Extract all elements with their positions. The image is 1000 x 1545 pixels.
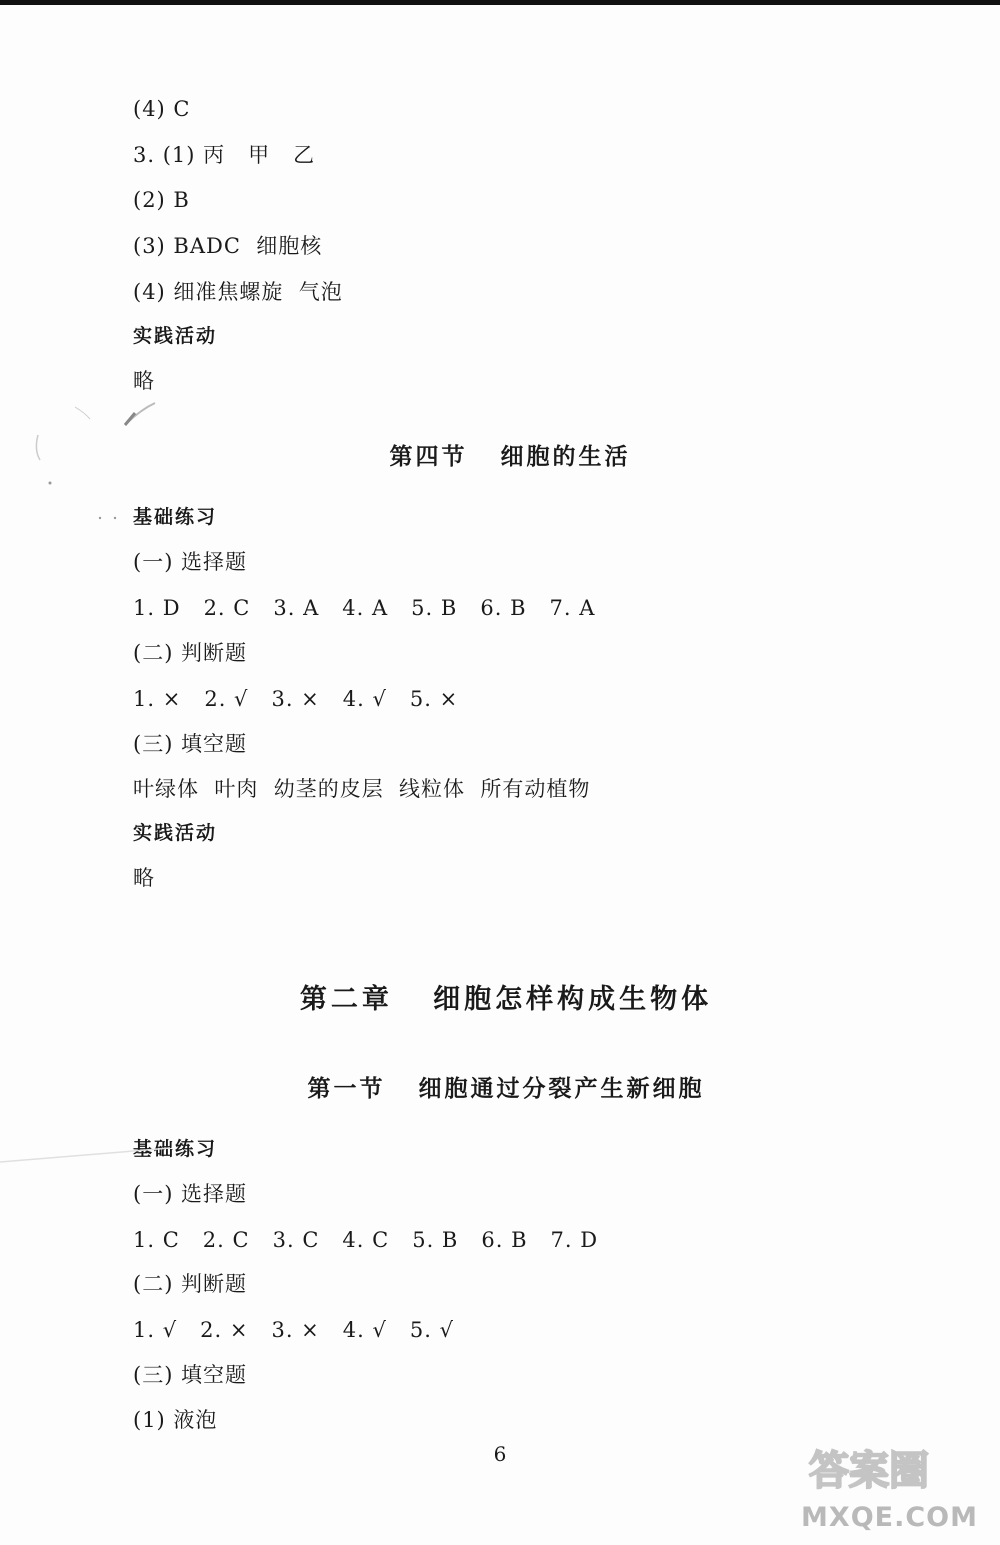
judge-answers: 1. √ 2. × 3. × 4. √ 5. √ (133, 1318, 454, 1342)
page-number: 6 (493, 1442, 507, 1466)
section-title: 第四节 细胞的生活 (389, 444, 631, 470)
choice-heading: (一) 选择题 (133, 550, 248, 574)
practice-answer: 略 (133, 369, 155, 393)
watermark-logo-text: 答案圈 (809, 1448, 929, 1492)
choice-answers: 1. D 2. C 3. A 4. A 5. B 6. B 7. A (133, 596, 596, 620)
chapter-title: 第二章 细胞怎样构成生物体 (299, 984, 713, 1015)
answer-line: (4) C (133, 97, 191, 121)
watermark-url: MXQE.COM (801, 1502, 978, 1533)
practice-answer: 略 (133, 866, 155, 890)
scan-line (0, 1130, 180, 1170)
answer-line: (2) B (133, 188, 190, 212)
choice-answers: 1. C 2. C 3. C 4. C 5. B 6. B 7. D (133, 1228, 599, 1252)
judge-heading: (二) 判断题 (133, 1272, 248, 1296)
choice-heading: (一) 选择题 (133, 1182, 248, 1206)
section-title: 第一节 细胞通过分裂产生新细胞 (307, 1076, 705, 1102)
judge-heading: (二) 判断题 (133, 641, 248, 665)
practice-heading: 实践活动 (133, 822, 218, 844)
fill-answers: 叶绿体 叶肉 幼茎的皮层 线粒体 所有动植物 (133, 777, 591, 801)
watermark-logo (799, 1442, 974, 1492)
answer-line: 3. (1) 丙 甲 乙 (133, 143, 316, 167)
fill-heading: (三) 填空题 (133, 1363, 248, 1387)
fill-heading: (三) 填空题 (133, 732, 248, 756)
answer-line: (4) 细准焦螺旋 气泡 (133, 280, 343, 304)
top-border (0, 0, 1000, 5)
watermark (792, 1442, 982, 1537)
basic-practice-heading: 基础练习 (133, 1138, 218, 1160)
judge-answers: 1. × 2. √ 3. × 4. √ 5. × (133, 687, 459, 711)
answer-line: (3) BADC 细胞核 (133, 234, 323, 258)
scan-smudge (30, 395, 160, 535)
fill-answer: (1) 液泡 (133, 1408, 218, 1432)
practice-heading: 实践活动 (133, 325, 218, 347)
basic-practice-heading: 基础练习 (133, 506, 218, 528)
